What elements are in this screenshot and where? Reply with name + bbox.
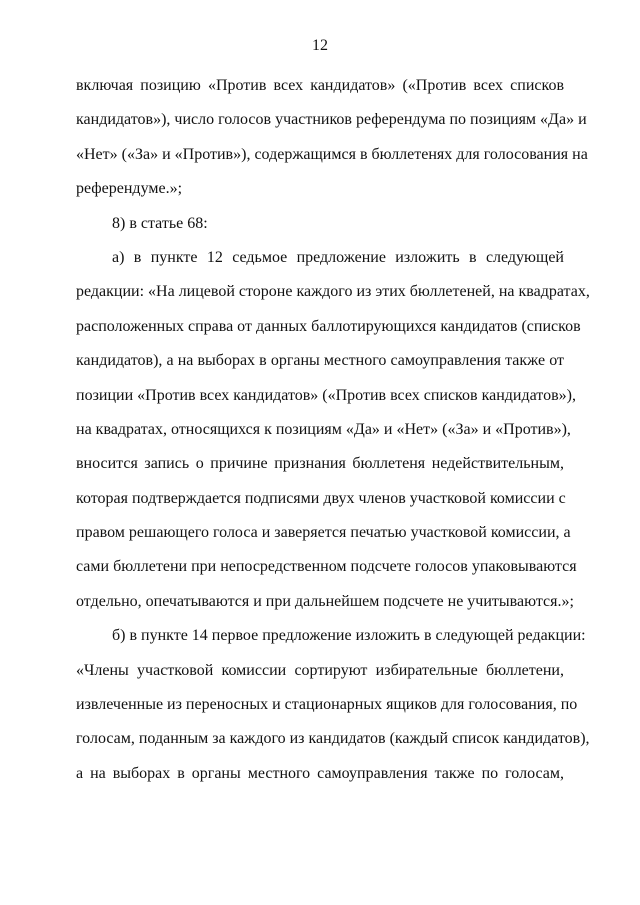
text-line: 8) в статье 68: [112,214,208,232]
text-line: а на выборах в органы местного самоуправления также по голосам, [76,764,564,782]
text-line: голосам, поданным за каждого из кандидатов (каждый список кандидатов), [76,730,590,748]
text-line: отдельно, опечатываются и при дальнейшем подсчете не учитываются.»; [76,592,574,610]
text-line: референдуме.»; [76,180,183,198]
text-line: «Нет» («За» и «Против»), содержащимся в бюллетенях для голосования на [76,145,588,163]
text-line: сами бюллетени при непосредственном подсчете голосов упаковываются [76,558,577,576]
text-line: включая позицию «Против всех кандидатов» («Против всех списков [76,77,564,94]
text-line: на квадратах, относящихся к позициям «Да» и «Нет» («За» и «Против»), [76,420,571,438]
text-line: правом решающего голоса и заверяется печатью участковой комиссии, а [76,524,571,542]
text-line: извлеченные из переносных и стационарных ящиков для голосования, по [76,696,578,714]
text-line: вносится запись о причине признания бюллетеня недействительным, [76,455,564,473]
page-number: 12 [312,37,328,54]
text-line: редакции: «На лицевой стороне каждого из этих бюллетеней, на квадратах, [76,283,590,301]
text-line: «Члены участковой комиссии сортируют избирательные бюллетени, [76,661,564,679]
text-line: расположенных справа от данных баллотирующихся кандидатов (списков [76,317,581,335]
text-line: которая подтверждается подписями двух членов участковой комиссии с [76,489,566,507]
text-line: кандидатов»), число голосов участников референдума по позициям «Да» и [76,111,587,129]
document-body [76,69,590,791]
text-line: а) в пункте 12 седьмое предложение изложить в следующей [112,248,564,266]
text-line: кандидатов), а на выборах в органы местного самоуправления также от [76,352,564,370]
text-line: б) в пункте 14 первое предложение изложить в следующей редакции: [112,627,586,645]
text-line: позиции «Против всех кандидатов» («Против всех списков кандидатов»), [76,386,576,404]
